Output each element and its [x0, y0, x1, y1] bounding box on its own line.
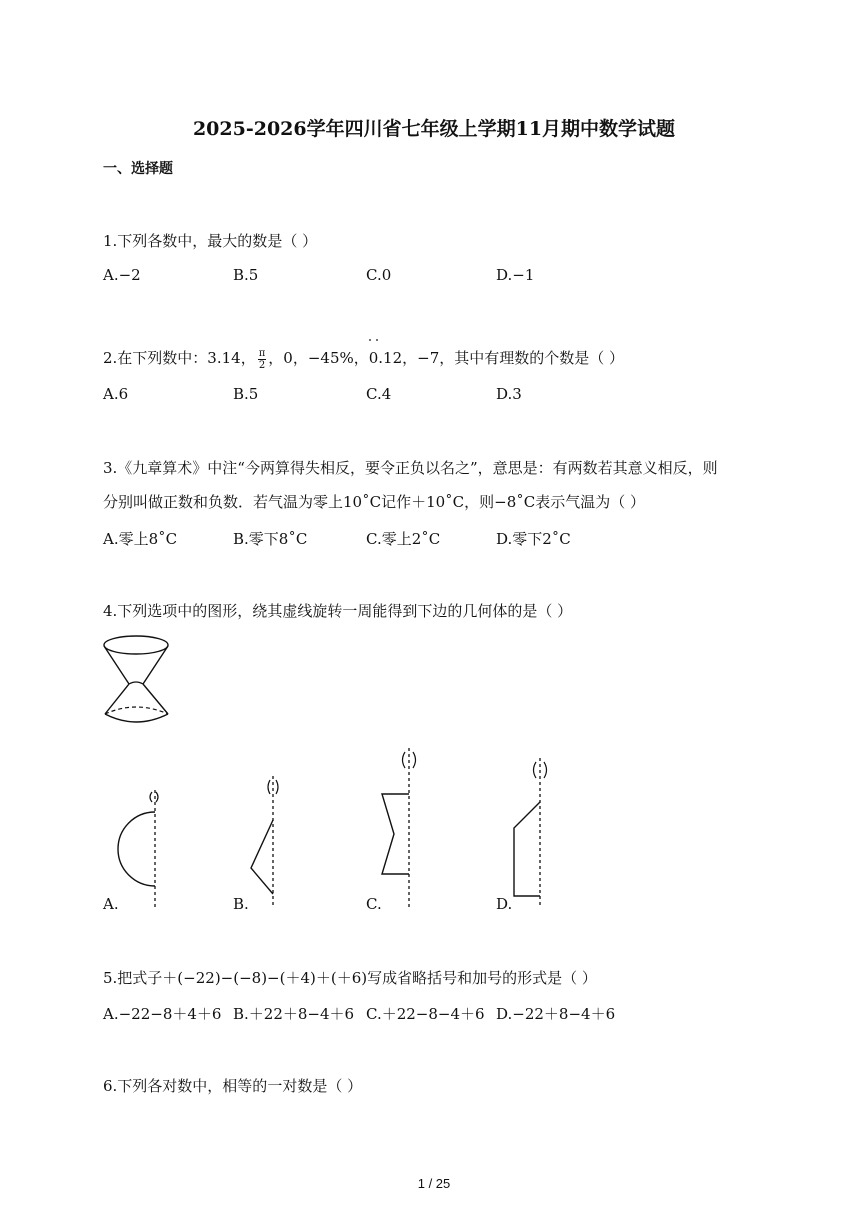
q2-option-a[interactable]: A.6 [103, 385, 129, 403]
question-3-line-2: 分别叫做正数和负数．若气温为零上10˚C记作＋10˚C，则−8˚C表示气温为（ ） [103, 493, 645, 511]
q1-option-d[interactable]: D.−1 [496, 266, 535, 284]
option-a-figure [115, 788, 165, 910]
q1-option-c[interactable]: C.0 [366, 266, 392, 284]
q2-stem-rest: ，0，−45%，0.12，−7，其中有理数的个数是（ ） [268, 349, 625, 367]
option-d-figure [508, 756, 558, 910]
section-heading: 一、选择题 [103, 161, 173, 177]
q2-option-b[interactable]: B.5 [233, 385, 259, 403]
q3-option-c[interactable]: C.零上2˚C [366, 530, 441, 548]
q5-option-d[interactable]: D.−22＋8−4＋6 [496, 1005, 616, 1023]
q3-option-b[interactable]: B.零下8˚C [233, 530, 308, 548]
double-cone-figure [100, 634, 175, 734]
q1-option-a[interactable]: A.−2 [103, 266, 141, 284]
q2-stem-prefix: 2.在下列数中：3.14， [103, 349, 256, 367]
q4-option-d-label[interactable]: D. [496, 895, 513, 913]
q5-option-c[interactable]: C.＋22−8−4＋6 [366, 1005, 485, 1023]
q3-option-d[interactable]: D.零下2˚C [496, 530, 571, 548]
question-5-stem: 5.把式子＋(−22)−(−8)−(＋4)＋(＋6)写成省略括号和加号的形式是（ ） [103, 969, 597, 987]
page-title: 2025-2026学年四川省七年级上学期11月期中数学试题 [192, 118, 676, 140]
q5-option-b[interactable]: B.＋22＋8−4＋6 [233, 1005, 355, 1023]
question-4-stem: 4.下列选项中的图形，绕其虚线旋转一周能得到下边的几何体的是（ ） [103, 602, 573, 620]
page-number: 1 / 25 [417, 1176, 451, 1191]
option-c-figure [378, 746, 428, 910]
repeating-decimal-dots [368, 338, 380, 344]
q4-option-c-label[interactable]: C. [366, 895, 382, 913]
question-1-stem: 1.下列各数中，最大的数是（ ） [103, 232, 318, 250]
question-3-line-1: 3.《九章算术》中注“今两算得失相反，要令正负以名之”，意思是：有两数若其意义相反，则 [103, 459, 718, 477]
fraction-denominator: 2 [258, 359, 266, 371]
fraction-numerator: π [258, 347, 266, 359]
question-6-stem: 6.下列各对数中，相等的一对数是（ ） [103, 1077, 363, 1095]
q5-option-a[interactable]: A.−22−8＋4＋6 [103, 1005, 222, 1023]
q2-option-c[interactable]: C.4 [366, 385, 392, 403]
q2-option-d[interactable]: D.3 [496, 385, 522, 403]
pi-over-2-fraction [258, 348, 267, 371]
question-2-stem [103, 340, 624, 376]
q1-option-b[interactable]: B.5 [233, 266, 259, 284]
q4-option-a-label[interactable]: A. [103, 895, 119, 913]
q3-option-a[interactable]: A.零上8˚C [103, 530, 178, 548]
q4-option-b-label[interactable]: B. [233, 895, 249, 913]
option-b-figure [245, 774, 285, 910]
